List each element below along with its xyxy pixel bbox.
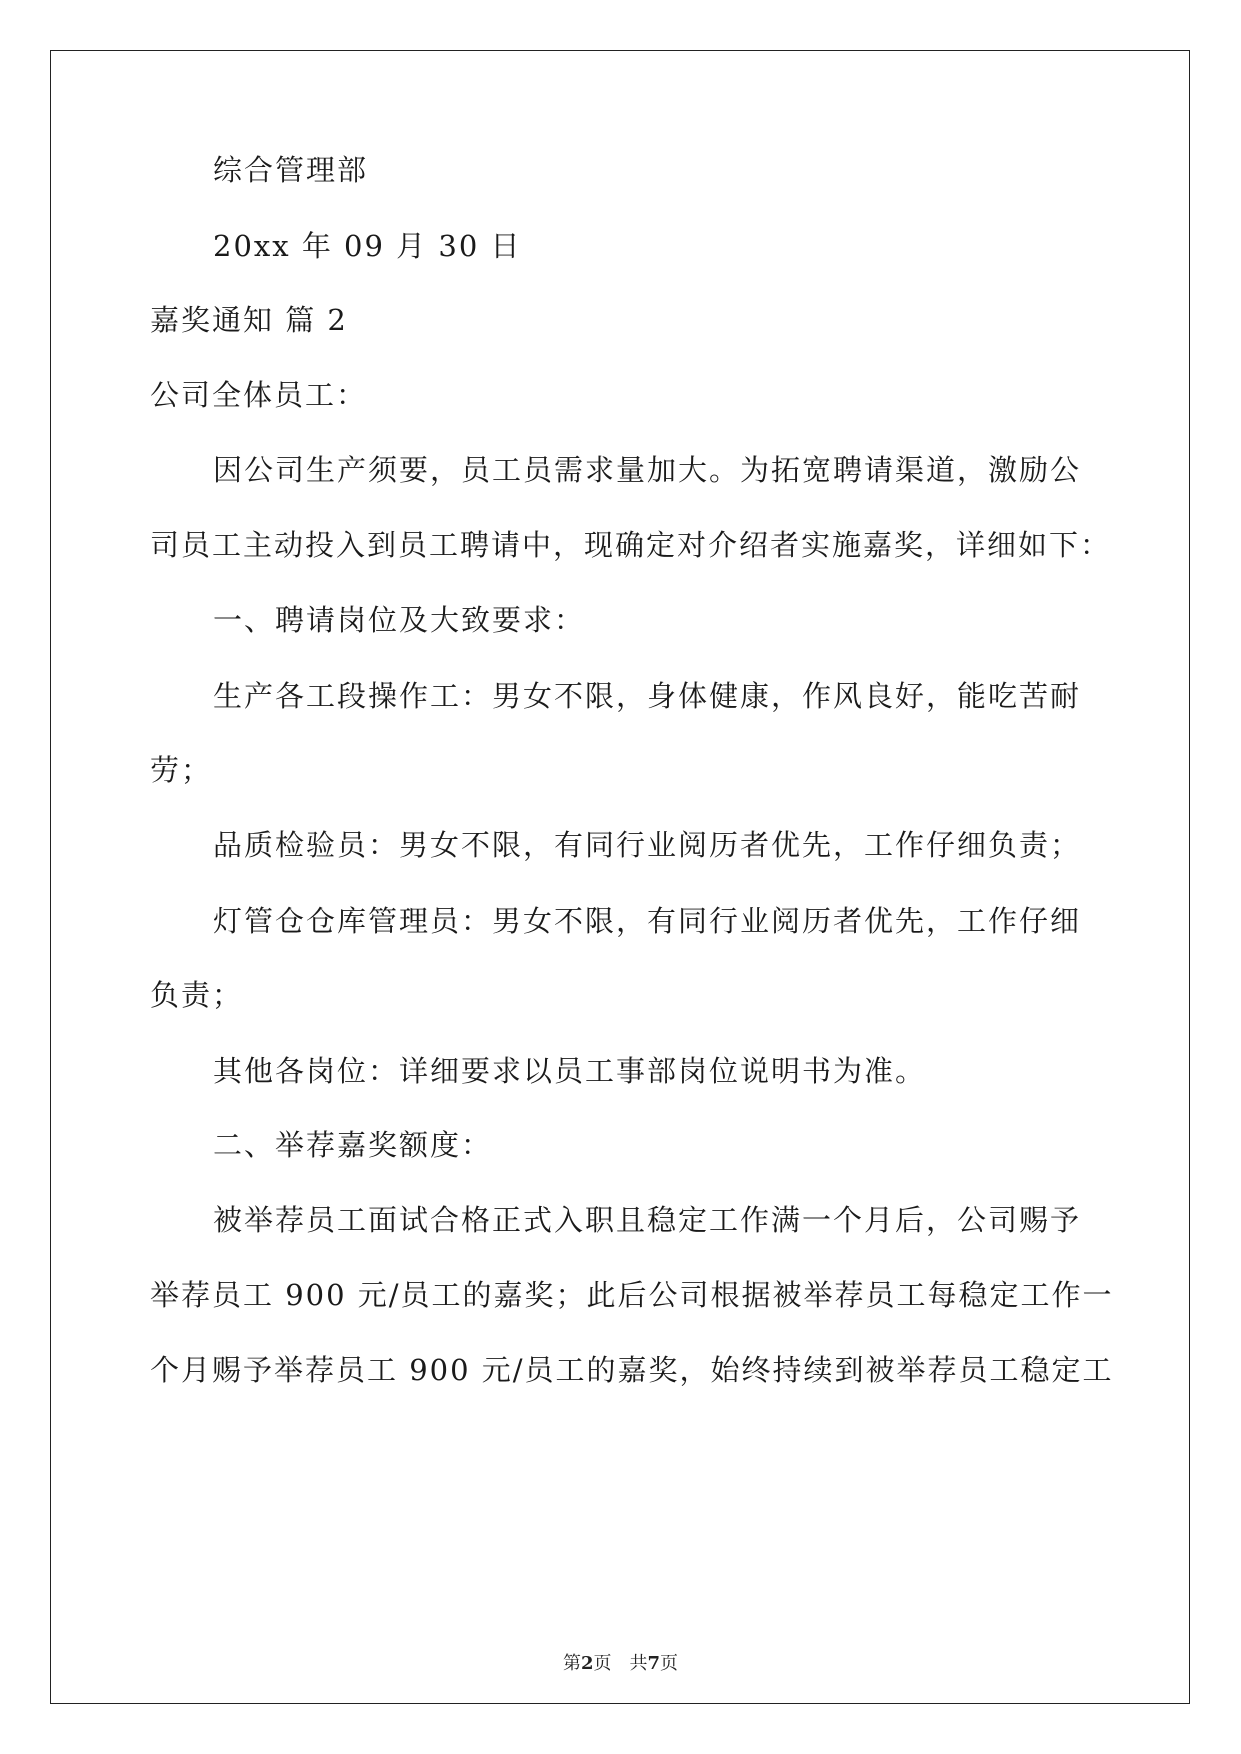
position-warehouse-line-1: 灯管仓仓库管理员：男女不限，有同行业阅历者优先，工作仔细 <box>213 904 1082 938</box>
reward-paragraph-line-2: 举荐员工 900 元/员工的嘉奖；此后公司根据被举荐员工每稳定工作一 <box>150 1278 1114 1312</box>
reward-paragraph-line-3: 个月赐予举荐员工 900 元/员工的嘉奖，始终持续到被举荐员工稳定工 <box>150 1353 1114 1387</box>
position-other: 其他各岗位：详细要求以员工事部岗位说明书为准。 <box>213 1054 927 1088</box>
section-1-title: 一、聘请岗位及大致要求： <box>213 603 586 637</box>
section-heading: 嘉奖通知 篇 2 <box>150 303 348 337</box>
position-operator-line-1: 生产各工段操作工：男女不限，身体健康，作风良好，能吃苦耐 <box>213 679 1082 713</box>
date-line: 20xx 年 09 月 30 日 <box>213 229 522 263</box>
page-border <box>50 50 1190 1704</box>
section-2-title: 二、举荐嘉奖额度： <box>213 1128 493 1162</box>
position-inspector: 品质检验员：男女不限，有同行业阅历者优先，工作仔细负责； <box>213 828 1082 862</box>
paragraph-1-line-1: 因公司生产须要，员工员需求量加大。为拓宽聘请渠道，激励公 <box>213 453 1082 487</box>
footer-mid: 页 共 <box>593 1653 648 1674</box>
footer-total-pages: 7 <box>647 1653 661 1674</box>
footer-suffix: 页 <box>660 1653 679 1674</box>
page-footer <box>0 1652 1241 1676</box>
salutation: 公司全体员工： <box>150 378 368 412</box>
position-warehouse-line-2: 负责； <box>150 978 244 1012</box>
department-line: 综合管理部 <box>213 153 369 187</box>
footer-page-number: 2 <box>580 1653 594 1674</box>
footer-prefix: 第 <box>562 1653 581 1674</box>
paragraph-1-line-2: 司员工主动投入到员工聘请中，现确定对介绍者实施嘉奖，详细如下： <box>150 528 1112 562</box>
position-operator-line-2: 劳； <box>150 753 213 787</box>
reward-paragraph-line-1: 被举荐员工面试合格正式入职且稳定工作满一个月后，公司赐予 <box>213 1203 1082 1237</box>
